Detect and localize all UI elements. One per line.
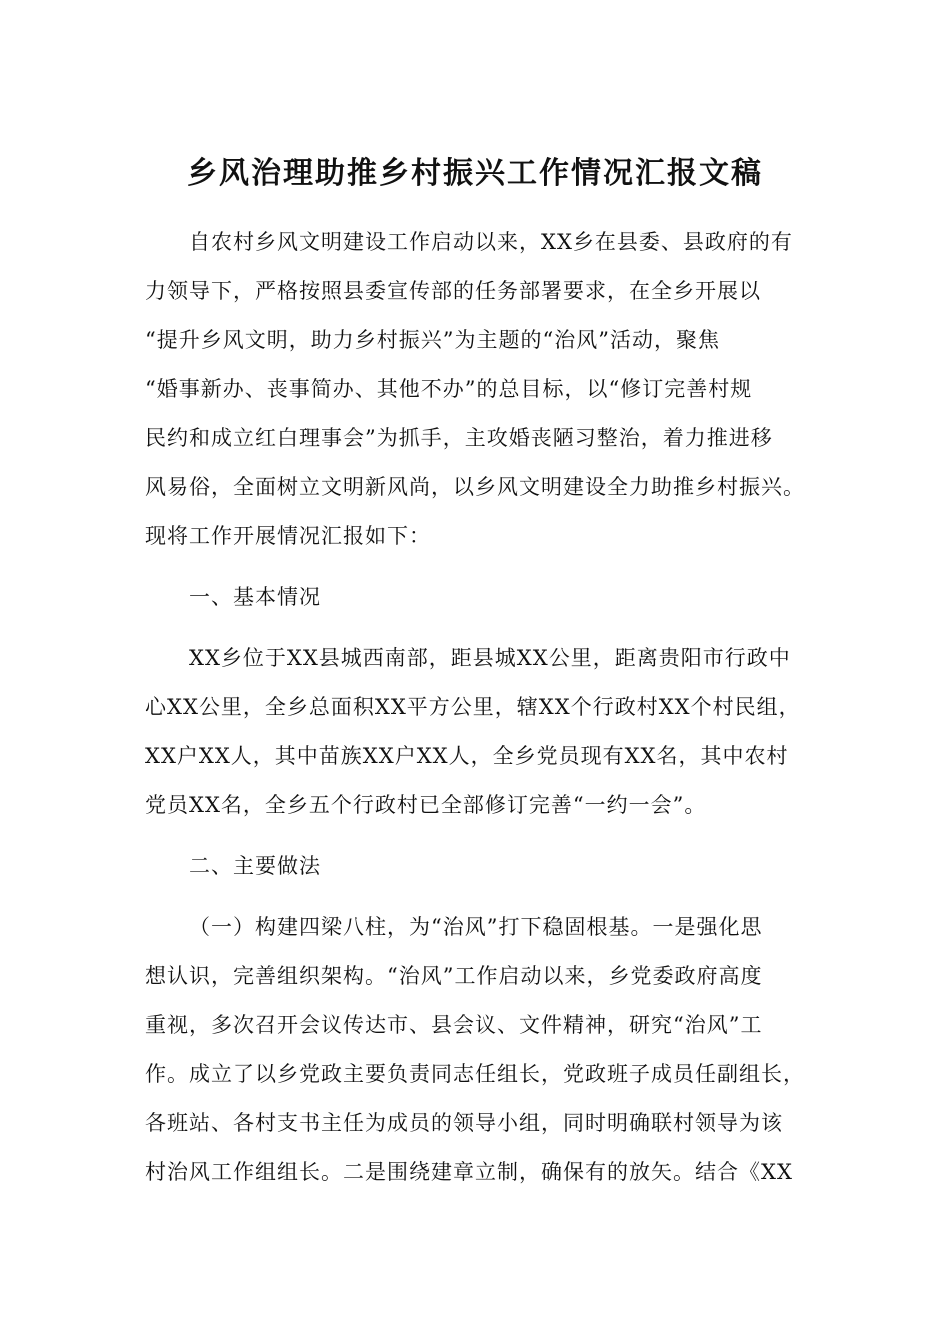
- paragraph-line: 想认识，完善组织架构。“治风”工作启动以来，乡党委政府高度: [145, 964, 763, 988]
- paragraph-line: （一）构建四梁八柱，为“治风”打下稳固根基。一是强化思: [189, 915, 763, 939]
- paragraph-line: “提升乡风文明，助力乡村振兴”为主题的“治风”活动，聚焦: [145, 328, 720, 352]
- paragraph-line: 力领导下，严格按照县委宣传部的任务部署要求，在全乡开展以: [145, 279, 761, 303]
- paragraph-line: “婚事新办、丧事简办、其他不办”的总目标，以“修订完善村规: [145, 377, 753, 401]
- paragraph-line: 风易俗，全面树立文明新风尚，以乡风文明建设全力助推乡村振兴。: [145, 475, 805, 499]
- paragraph-line: 心XX公里，全乡总面积XX平方公里，辖XX个行政村XX个村民组，: [145, 695, 801, 719]
- paragraph-line: 重视，多次召开会议传达市、县会议、文件精神，研究“治风”工: [145, 1013, 763, 1037]
- paragraph-line: 党员XX名，全乡五个行政村已全部修订完善“一约一会”。: [145, 793, 707, 817]
- document-title: 乡风治理助推乡村振兴工作情况汇报文稿: [187, 156, 763, 191]
- paragraph-line: 作。成立了以乡党政主要负责同志任组长，党政班子成员任副组长，: [145, 1062, 805, 1086]
- section-heading: 一、基本情况: [189, 585, 321, 609]
- paragraph-line: 民约和成立红白理事会”为抓手，主攻婚丧陋习整治，着力推进移: [145, 426, 773, 450]
- document-body: [145, 218, 810, 1197]
- paragraph-line: 现将工作开展情况汇报如下：: [145, 524, 431, 548]
- paragraph-line: XX户XX人，其中苗族XX户XX人，全乡党员现有XX名，其中农村: [145, 744, 789, 768]
- section-heading: 二、主要做法: [189, 854, 321, 878]
- paragraph-line: 自农村乡风文明建设工作启动以来，XX乡在县委、县政府的有: [189, 230, 793, 254]
- paragraph-line: XX乡位于XX县城西南部，距县城XX公里，距离贵阳市行政中: [189, 646, 791, 670]
- paragraph-line: 各班站、各村支书主任为成员的领导小组，同时明确联村领导为该: [145, 1111, 783, 1135]
- paragraph-line: 村治风工作组组长。二是围绕建章立制，确保有的放矢。结合《XX: [145, 1160, 793, 1184]
